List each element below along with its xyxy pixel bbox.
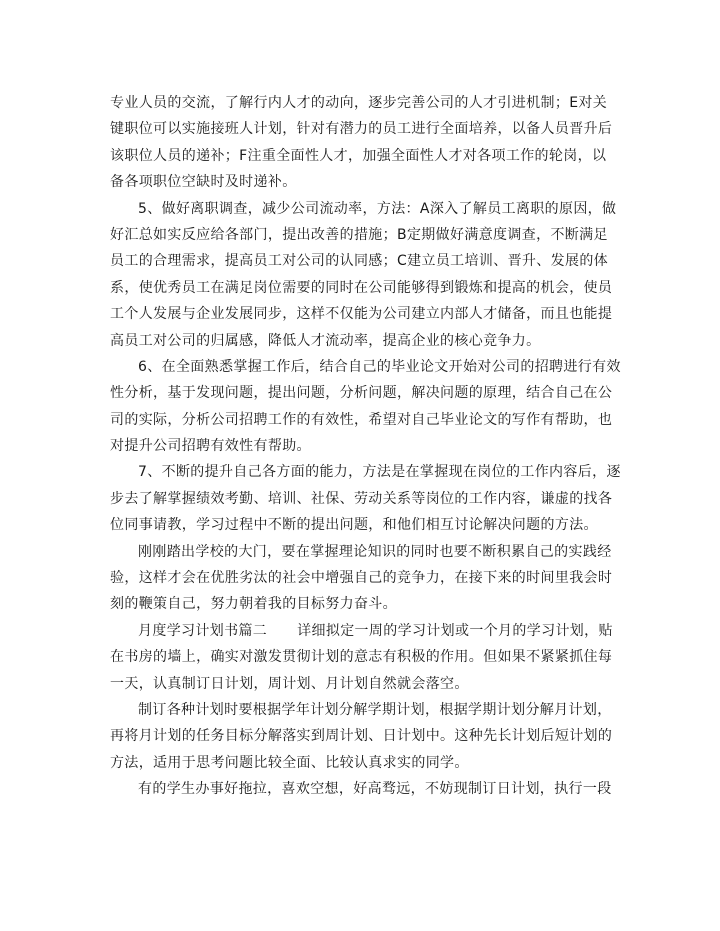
body-line: 位同事请教，学习过程中不断的提出问题，和他们相互讨论解决问题的方法。 [110,517,598,534]
body-line: 专业人员的交流，了解行内人才的动向，逐步完善公司的人才引进机制；E对关 [110,95,608,111]
body-line: 系，使优秀员工在满足岗位需要的同时在公司能够得到锻炼和提高的机会，使员 [110,279,613,296]
body-line: 验，这样才会在优胜劣汰的社会中增强自己的竞争力，在接下来的时间里我会时 [110,570,613,587]
body-line: 刻的鞭策自己，努力朝着我的目标努力奋斗。 [110,596,397,613]
body-line: 在书房的墙上，确实对激发贯彻计划的意志有积极的作用。但如果不紧紧抓住每 [110,649,613,666]
paragraph-start-line: 刚刚踏出学校的大门，要在掌握理论知识的同时也要不断积累自己的实践经 [138,543,612,560]
document-body [110,90,621,803]
body-line: 步去了解掌握绩效考勤、培训、社保、劳动关系等岗位的工作内容，谦虚的找各 [110,490,613,507]
paragraph-start-line: 制订各种计划时要根据学年计划分解学期计划，根据学期计划分解月计划， [138,701,612,718]
section-heading: 月度学习计划书篇二 [138,622,268,639]
body-line: 工个人发展与企业发展同步，这样不仅能为公司建立内部人才储备，而且也能提 [110,306,613,323]
body-line: 再将月计划的任务目标分解落实到周计划、日计划中。这种先长计划后短计划的 [110,728,613,745]
body-line: 备各项职位空缺时及时递补。 [110,174,297,191]
body-line: 一天，认真制订日计划，周计划、月计划自然就会落空。 [110,675,469,692]
paragraph-start-line: 有的学生办事好拖拉，喜欢空想，好高骛远，不妨现制订日计划，执行一段 [138,781,612,798]
body-line: 方法，适用于思考问题比较全面、比较认真求实的同学。 [110,754,469,771]
paragraph-start-line: 7、不断的提升自己各方面的能力，方法是在掌握现在岗位的工作内容后，逐 [138,464,621,481]
body-line: 键职位可以实施接班人计划，针对有潜力的员工进行全面培养，以备人员晋升后 [110,121,613,138]
section-heading-line [110,618,613,644]
paragraph-start-line: 5、做好离职调查，减少公司流动率，方法：A深入了解员工离职的原因，做 [138,200,617,217]
body-line: 性分析，基于发现问题，提出问题，分析问题，解决问题的原理，结合自己在公 [110,385,613,402]
body-line: 员工的合理需求，提高员工对公司的认同感；C建立员工培训、晋升、发展的体 [110,253,609,270]
paragraph-start-line: 6、在全面熟悉掌握工作后，结合自己的毕业论文开始对公司的招聘进行有效 [138,358,621,375]
body-line: 高员工对公司的归属感，降低人才流动率，提高企业的核心竞争力。 [110,332,541,349]
body-line: 司的实际，分析公司招聘工作的有效性，希望对自己毕业论文的写作有帮助，也 [110,411,613,428]
section-first-line: 详细拟定一周的学习计划或一个月的学习计划，贴 [297,622,613,639]
body-line: 该职位人员的递补；F注重全面性人才，加强全面性人才对各项工作的轮岗，以 [110,147,607,164]
body-line: 好汇总如实反应给各部门，提出改善的措施；B定期做好满意度调查，不断满足 [110,226,608,243]
body-line: 对提升公司招聘有效性有帮助。 [110,438,311,455]
